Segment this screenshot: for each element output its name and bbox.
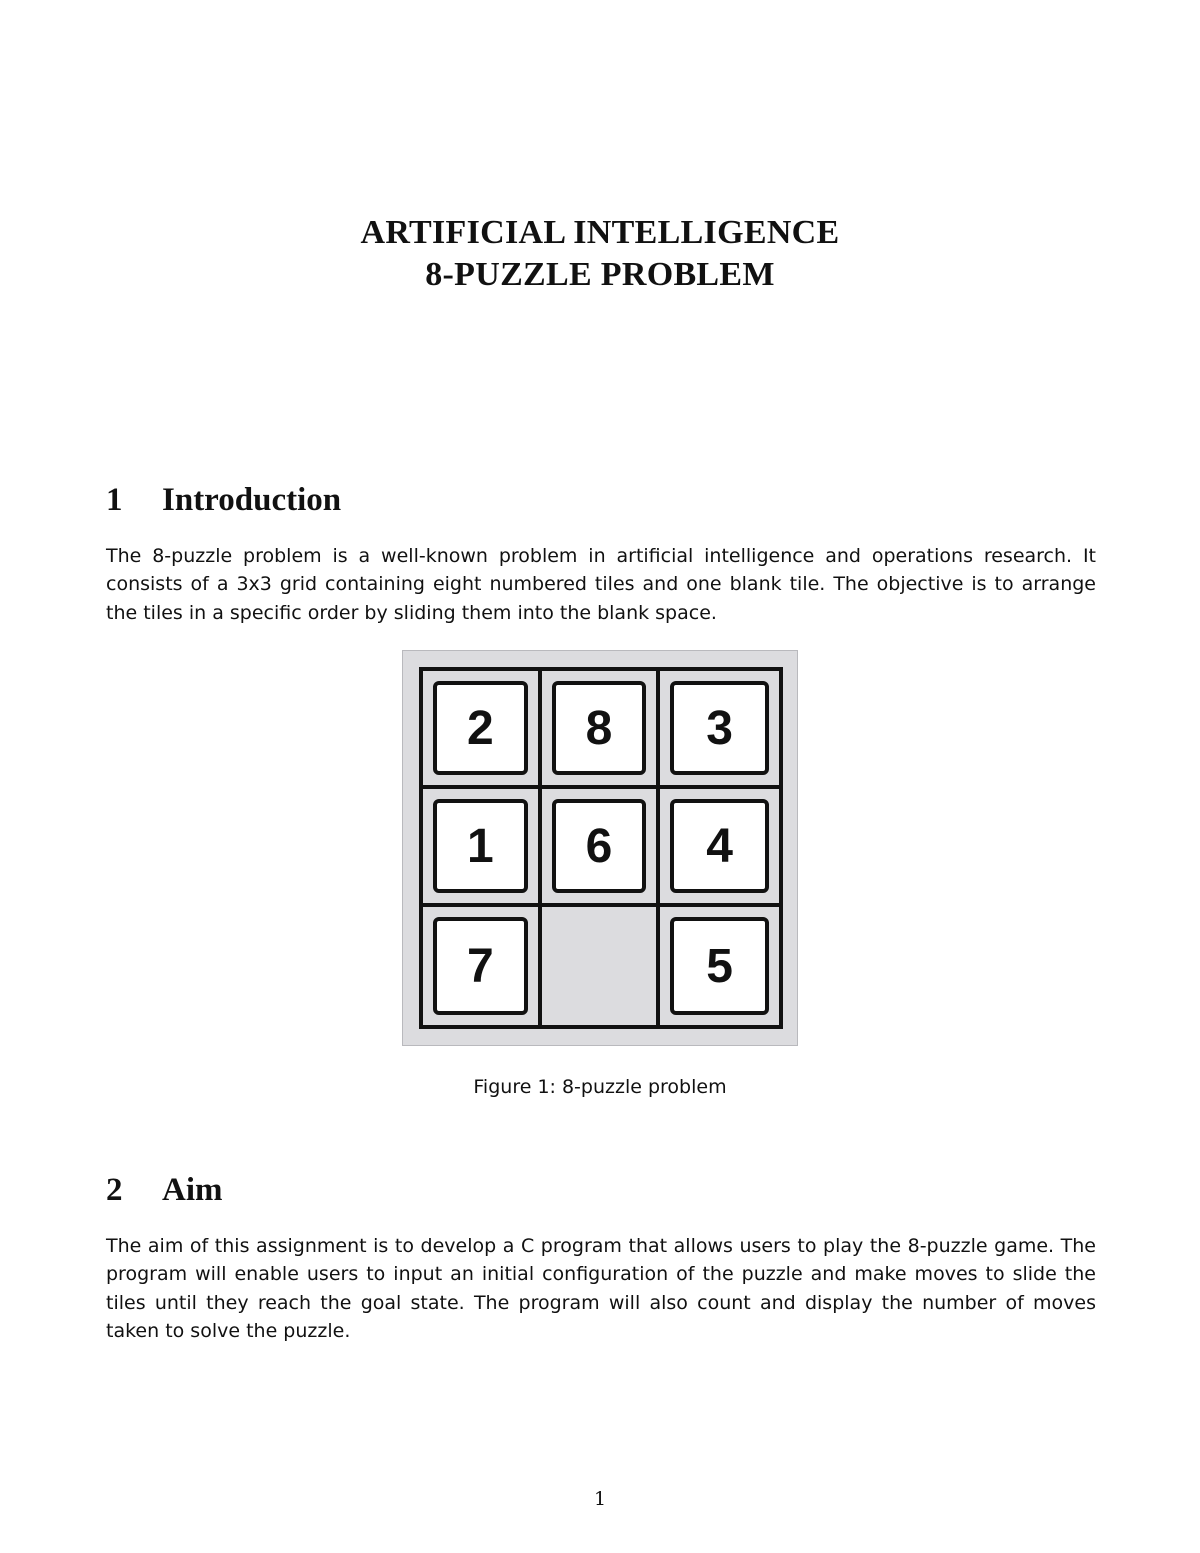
puzzle-tile: 5: [670, 917, 769, 1015]
puzzle-cell: [423, 907, 542, 1025]
aim-paragraph: The aim of this assignment is to develop a C program that allows users to play the 8-puzzle game. The program will enable users to input an initial configuration of the puzzle and make moves to slide the tiles until they reach the goal state. The program will also count and display the number of moves taken to solve the puzzle.: [106, 1235, 1096, 1342]
title-line-2: 8-PUZZLE PROBLEM: [425, 256, 775, 293]
section-title: Introduction: [162, 482, 342, 518]
section-heading-introduction: [106, 480, 341, 520]
puzzle-tile: 3: [670, 681, 769, 775]
puzzle-board: [419, 667, 783, 1029]
puzzle-cell: [423, 671, 542, 789]
puzzle-blank-cell: [542, 907, 661, 1025]
introduction-paragraph: The 8-puzzle problem is a well-known problem in artificial intelligence and operations research. It consists of a 3x3 grid containing eight numbered tiles and one blank tile. The objective is to arrange the tiles in a specific order by sliding them into the blank space.: [106, 545, 1096, 624]
puzzle-cell: [423, 789, 542, 907]
section-heading-aim: [106, 1170, 223, 1210]
document-title: [0, 212, 1200, 296]
puzzle-tile: 1: [433, 799, 528, 893]
section-title: Aim: [162, 1172, 223, 1208]
puzzle-cell: [660, 671, 779, 789]
puzzle-tile: 6: [552, 799, 647, 893]
puzzle-cell: [660, 789, 779, 907]
puzzle-cell: [660, 907, 779, 1025]
puzzle-cell: [542, 671, 661, 789]
puzzle-cell: [542, 789, 661, 907]
puzzle-tile: 7: [433, 917, 528, 1015]
puzzle-tile: 4: [670, 799, 769, 893]
figure-caption: Figure 1: 8-puzzle problem: [473, 1076, 727, 1098]
puzzle-figure: [402, 650, 798, 1046]
page-number: 1: [593, 1488, 607, 1510]
title-line-1: ARTIFICIAL INTELLIGENCE: [360, 214, 840, 251]
section-number: 2: [106, 1172, 123, 1208]
puzzle-tile: 2: [433, 681, 528, 775]
puzzle-tile: 8: [552, 681, 647, 775]
section-number: 1: [106, 482, 123, 518]
